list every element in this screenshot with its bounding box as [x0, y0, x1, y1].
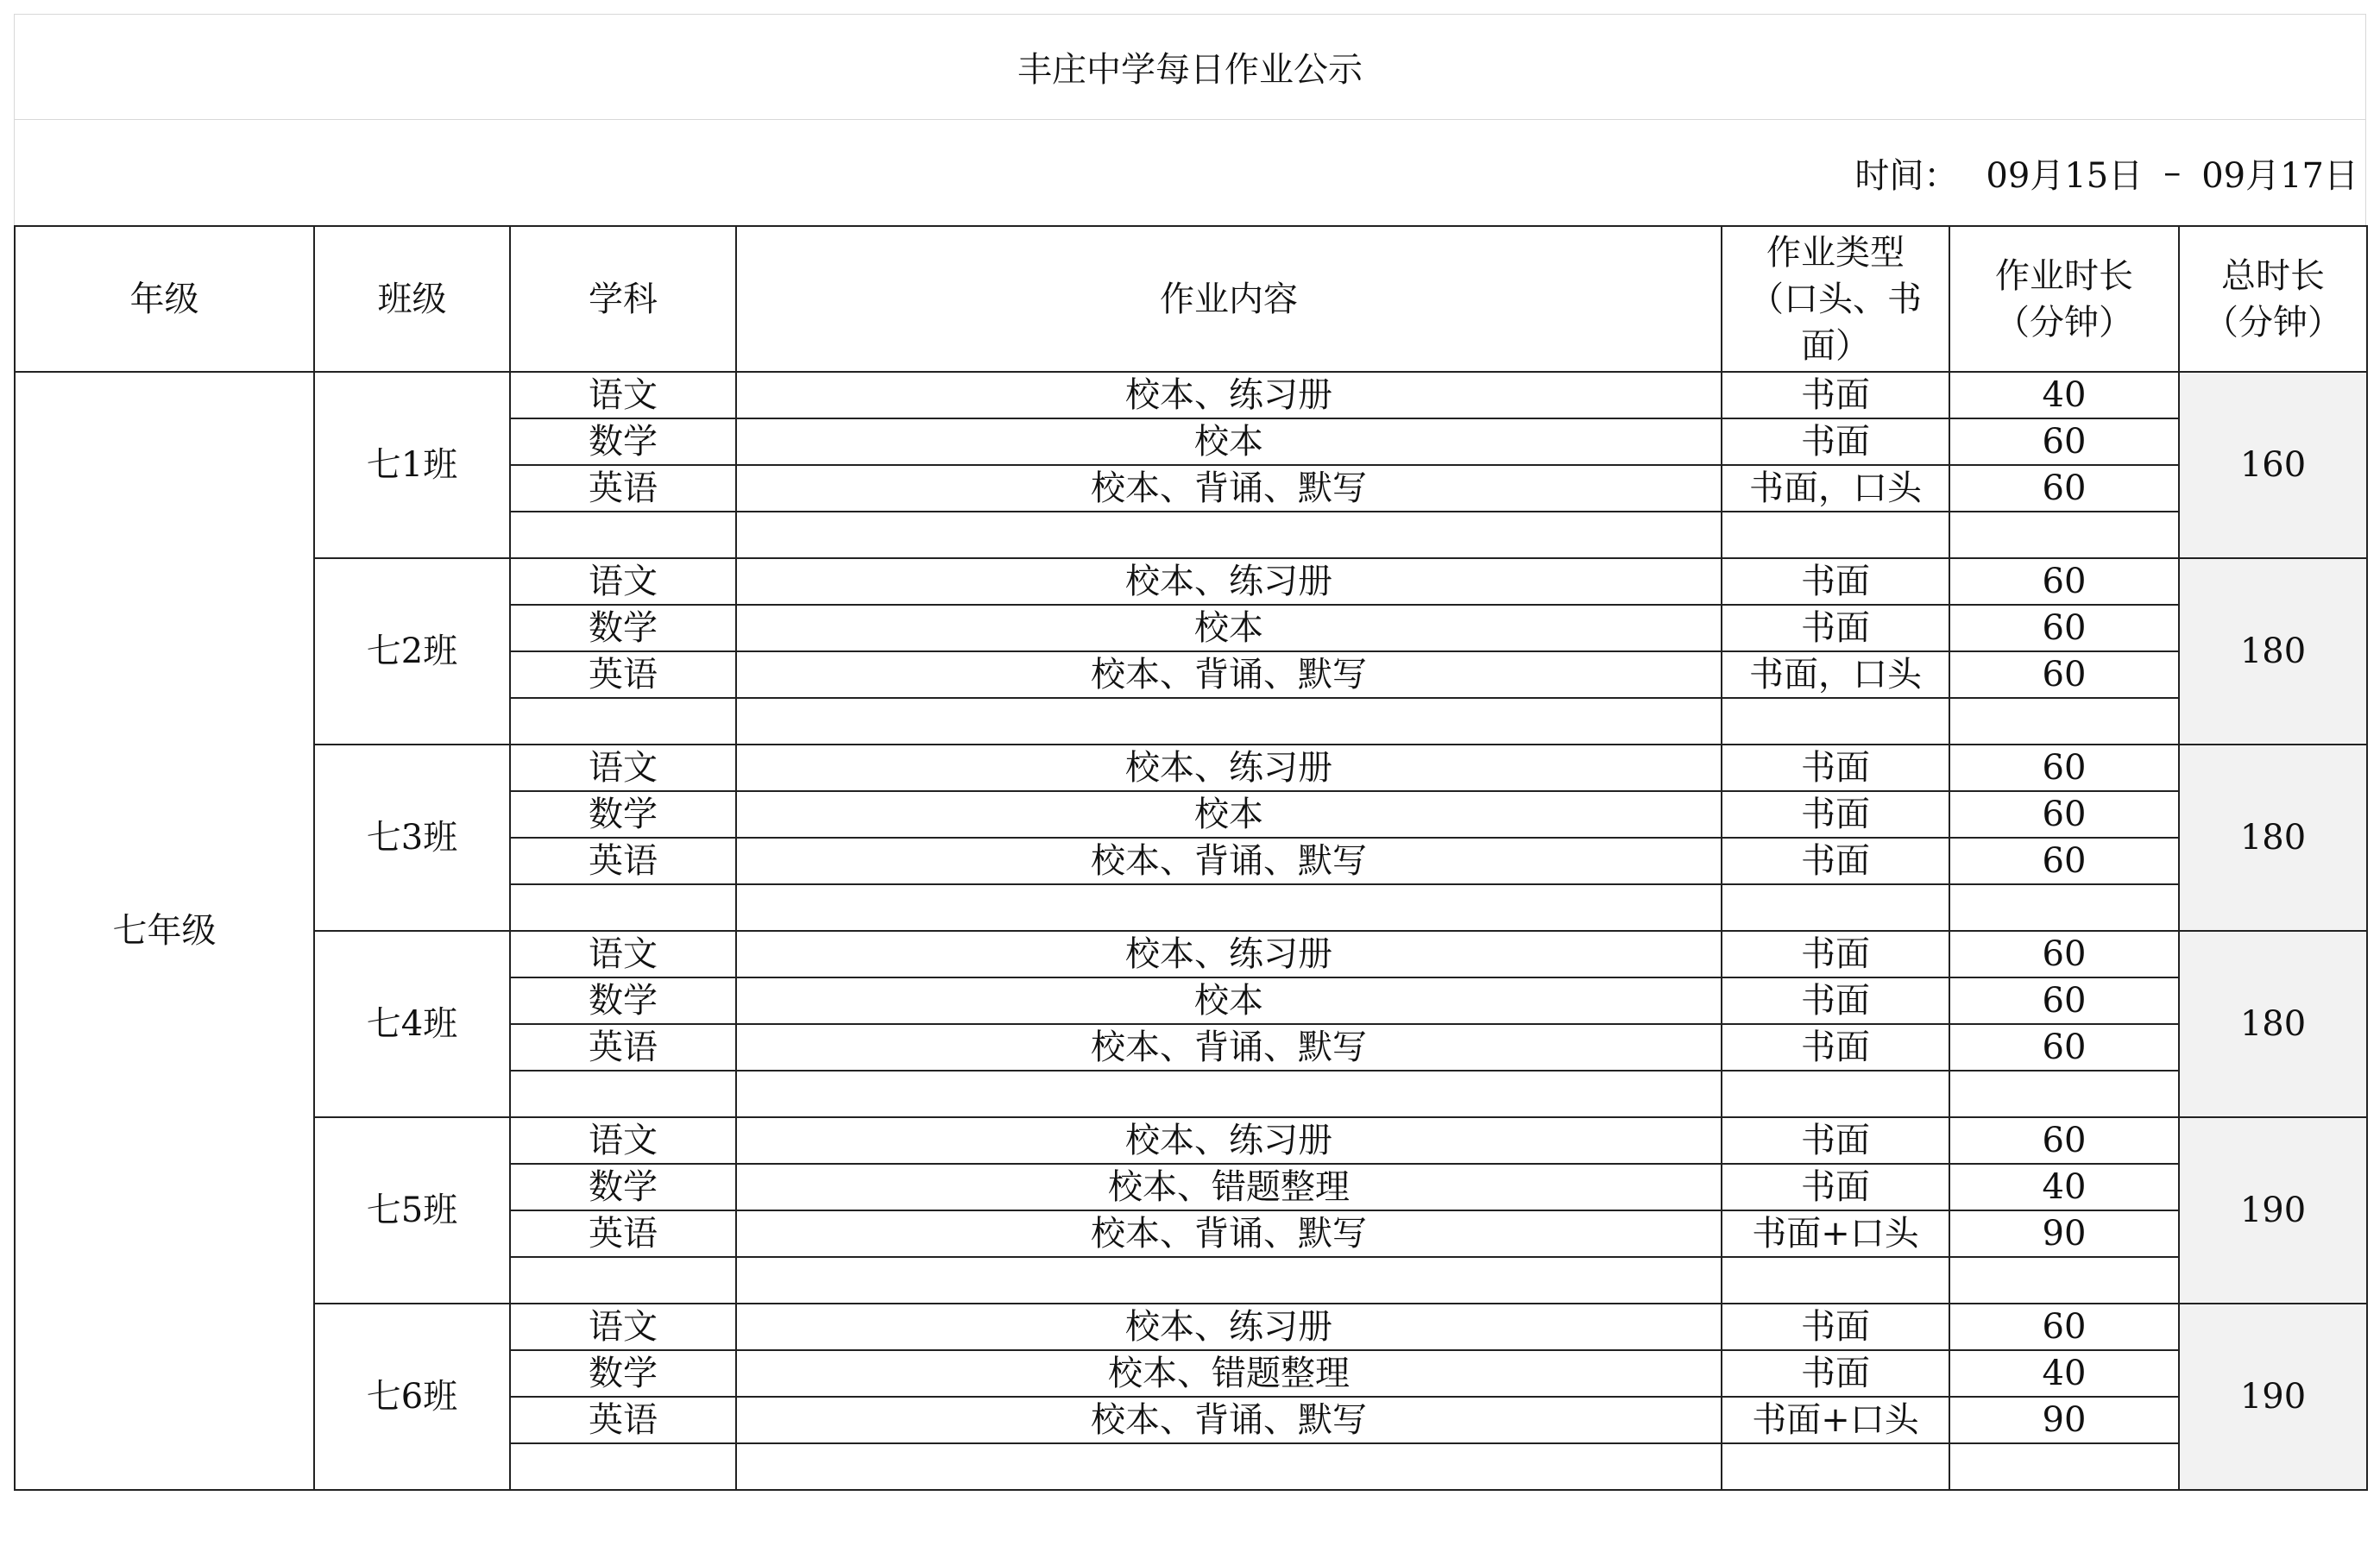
- table-body: [15, 372, 2367, 1490]
- subject-cell: [510, 884, 736, 931]
- content-cell: [736, 1443, 1722, 1490]
- content-cell: 校本、背诵、默写: [736, 838, 1722, 884]
- minutes-cell: [1949, 884, 2179, 931]
- content-cell: 校本: [736, 418, 1722, 465]
- type-cell: 书面: [1722, 791, 1949, 838]
- content-cell: 校本: [736, 977, 1722, 1024]
- subject-cell: 英语: [510, 651, 736, 698]
- header-content: 作业内容: [736, 226, 1722, 372]
- subject-cell: 数学: [510, 418, 736, 465]
- minutes-cell: 90: [1949, 1397, 2179, 1443]
- minutes-cell: 40: [1949, 372, 2179, 418]
- minutes-cell: 40: [1949, 1350, 2179, 1397]
- minutes-cell: 60: [1949, 605, 2179, 651]
- subject-cell: 数学: [510, 605, 736, 651]
- table-row: [15, 931, 2367, 977]
- minutes-cell: 60: [1949, 465, 2179, 512]
- total-cell: 180: [2179, 558, 2367, 745]
- table-row: [15, 372, 2367, 418]
- type-cell: 书面，口头: [1722, 651, 1949, 698]
- table-row: [15, 1117, 2367, 1164]
- subject-cell: 数学: [510, 791, 736, 838]
- header-class: 班级: [314, 226, 510, 372]
- content-cell: [736, 884, 1722, 931]
- class-cell: 七2班: [314, 558, 510, 745]
- minutes-cell: 60: [1949, 745, 2179, 791]
- type-cell: [1722, 1443, 1949, 1490]
- type-cell: 书面，口头: [1722, 465, 1949, 512]
- content-cell: 校本、练习册: [736, 372, 1722, 418]
- content-cell: 校本、背诵、默写: [736, 465, 1722, 512]
- table-row: [15, 1304, 2367, 1350]
- subject-cell: 数学: [510, 977, 736, 1024]
- table-row: [15, 745, 2367, 791]
- content-cell: 校本、背诵、默写: [736, 651, 1722, 698]
- subject-cell: 语文: [510, 372, 736, 418]
- date-label: 时间：: [1854, 155, 1959, 196]
- content-cell: 校本、背诵、默写: [736, 1210, 1722, 1257]
- total-cell: 160: [2179, 372, 2367, 558]
- type-cell: 书面: [1722, 745, 1949, 791]
- type-cell: 书面: [1722, 418, 1949, 465]
- total-cell: 190: [2179, 1117, 2367, 1304]
- subject-cell: [510, 698, 736, 745]
- homework-table: [14, 225, 2368, 1491]
- minutes-cell: [1949, 698, 2179, 745]
- type-cell: 书面+口头: [1722, 1397, 1949, 1443]
- total-cell: 180: [2179, 745, 2367, 931]
- subject-cell: [510, 1443, 736, 1490]
- type-cell: [1722, 884, 1949, 931]
- type-cell: 书面: [1722, 372, 1949, 418]
- minutes-cell: 60: [1949, 558, 2179, 605]
- header-duration: [1949, 226, 2179, 372]
- minutes-cell: 60: [1949, 1117, 2179, 1164]
- content-cell: [736, 1257, 1722, 1304]
- content-cell: [736, 698, 1722, 745]
- total-cell: 190: [2179, 1304, 2367, 1490]
- subject-cell: 数学: [510, 1350, 736, 1397]
- minutes-cell: 60: [1949, 838, 2179, 884]
- minutes-cell: 60: [1949, 791, 2179, 838]
- type-cell: 书面: [1722, 1024, 1949, 1071]
- type-cell: 书面: [1722, 977, 1949, 1024]
- title-row: [14, 14, 2366, 120]
- header-subject: 学科: [510, 226, 736, 372]
- subject-cell: [510, 1257, 736, 1304]
- class-cell: 七4班: [314, 931, 510, 1117]
- content-cell: 校本、练习册: [736, 931, 1722, 977]
- subject-cell: 语文: [510, 558, 736, 605]
- sheet-title: 丰庄中学每日作业公示: [1017, 50, 1363, 90]
- class-cell: 七1班: [314, 372, 510, 558]
- type-cell: [1722, 1071, 1949, 1117]
- type-cell: 书面: [1722, 1164, 1949, 1210]
- content-cell: 校本、练习册: [736, 745, 1722, 791]
- minutes-cell: 60: [1949, 931, 2179, 977]
- content-cell: 校本: [736, 605, 1722, 651]
- minutes-cell: 60: [1949, 651, 2179, 698]
- type-cell: 书面+口头: [1722, 1210, 1949, 1257]
- header-duration-line2: （分钟）: [1995, 302, 2133, 343]
- subject-cell: 语文: [510, 1304, 736, 1350]
- header-total-line2: （分钟）: [2204, 302, 2342, 343]
- content-cell: 校本、背诵、默写: [736, 1397, 1722, 1443]
- header-grade: 年级: [15, 226, 314, 372]
- content-cell: [736, 1071, 1722, 1117]
- class-cell: 七6班: [314, 1304, 510, 1490]
- minutes-cell: [1949, 1443, 2179, 1490]
- date-row: [14, 120, 2366, 225]
- subject-cell: 语文: [510, 745, 736, 791]
- header-type: [1722, 226, 1949, 372]
- date-start: 09月15日: [1986, 155, 2144, 196]
- subject-cell: 英语: [510, 1397, 736, 1443]
- content-cell: 校本、错题整理: [736, 1350, 1722, 1397]
- class-cell: 七3班: [314, 745, 510, 931]
- class-cell: 七5班: [314, 1117, 510, 1304]
- subject-cell: [510, 512, 736, 558]
- subject-cell: 数学: [510, 1164, 736, 1210]
- type-cell: 书面: [1722, 1117, 1949, 1164]
- subject-cell: 语文: [510, 931, 736, 977]
- minutes-cell: [1949, 512, 2179, 558]
- subject-cell: 英语: [510, 1210, 736, 1257]
- header-total-line1: 总时长: [2221, 255, 2325, 296]
- minutes-cell: 90: [1949, 1210, 2179, 1257]
- homework-sheet: [14, 14, 2366, 1532]
- date-separator: –: [2163, 153, 2182, 192]
- minutes-cell: [1949, 1071, 2179, 1117]
- type-cell: [1722, 698, 1949, 745]
- minutes-cell: 60: [1949, 977, 2179, 1024]
- content-cell: 校本、练习册: [736, 558, 1722, 605]
- type-cell: 书面: [1722, 1350, 1949, 1397]
- type-cell: 书面: [1722, 931, 1949, 977]
- header-type-line1: 作业类型: [1766, 232, 1905, 273]
- header-duration-line1: 作业时长: [1995, 255, 2133, 296]
- content-cell: 校本、背诵、默写: [736, 1024, 1722, 1071]
- header-row: [15, 226, 2367, 372]
- subject-cell: 英语: [510, 838, 736, 884]
- minutes-cell: 40: [1949, 1164, 2179, 1210]
- type-cell: 书面: [1722, 1304, 1949, 1350]
- grade-cell: 七年级: [15, 372, 314, 1490]
- total-cell: 180: [2179, 931, 2367, 1117]
- minutes-cell: 60: [1949, 418, 2179, 465]
- subject-cell: [510, 1071, 736, 1117]
- type-cell: [1722, 512, 1949, 558]
- header-type-line2: （口头、书: [1749, 279, 1922, 319]
- subject-cell: 语文: [510, 1117, 736, 1164]
- minutes-cell: 60: [1949, 1024, 2179, 1071]
- type-cell: 书面: [1722, 558, 1949, 605]
- type-cell: 书面: [1722, 605, 1949, 651]
- content-cell: [736, 512, 1722, 558]
- content-cell: 校本、练习册: [736, 1117, 1722, 1164]
- minutes-cell: 60: [1949, 1304, 2179, 1350]
- subject-cell: 英语: [510, 1024, 736, 1071]
- content-cell: 校本、练习册: [736, 1304, 1722, 1350]
- type-cell: 书面: [1722, 838, 1949, 884]
- header-total: [2179, 226, 2367, 372]
- content-cell: 校本: [736, 791, 1722, 838]
- type-cell: [1722, 1257, 1949, 1304]
- header-type-line3: 面）: [1801, 325, 1870, 366]
- table-row: [15, 558, 2367, 605]
- date-end: 09月17日: [2201, 155, 2358, 196]
- content-cell: 校本、错题整理: [736, 1164, 1722, 1210]
- subject-cell: 英语: [510, 465, 736, 512]
- minutes-cell: [1949, 1257, 2179, 1304]
